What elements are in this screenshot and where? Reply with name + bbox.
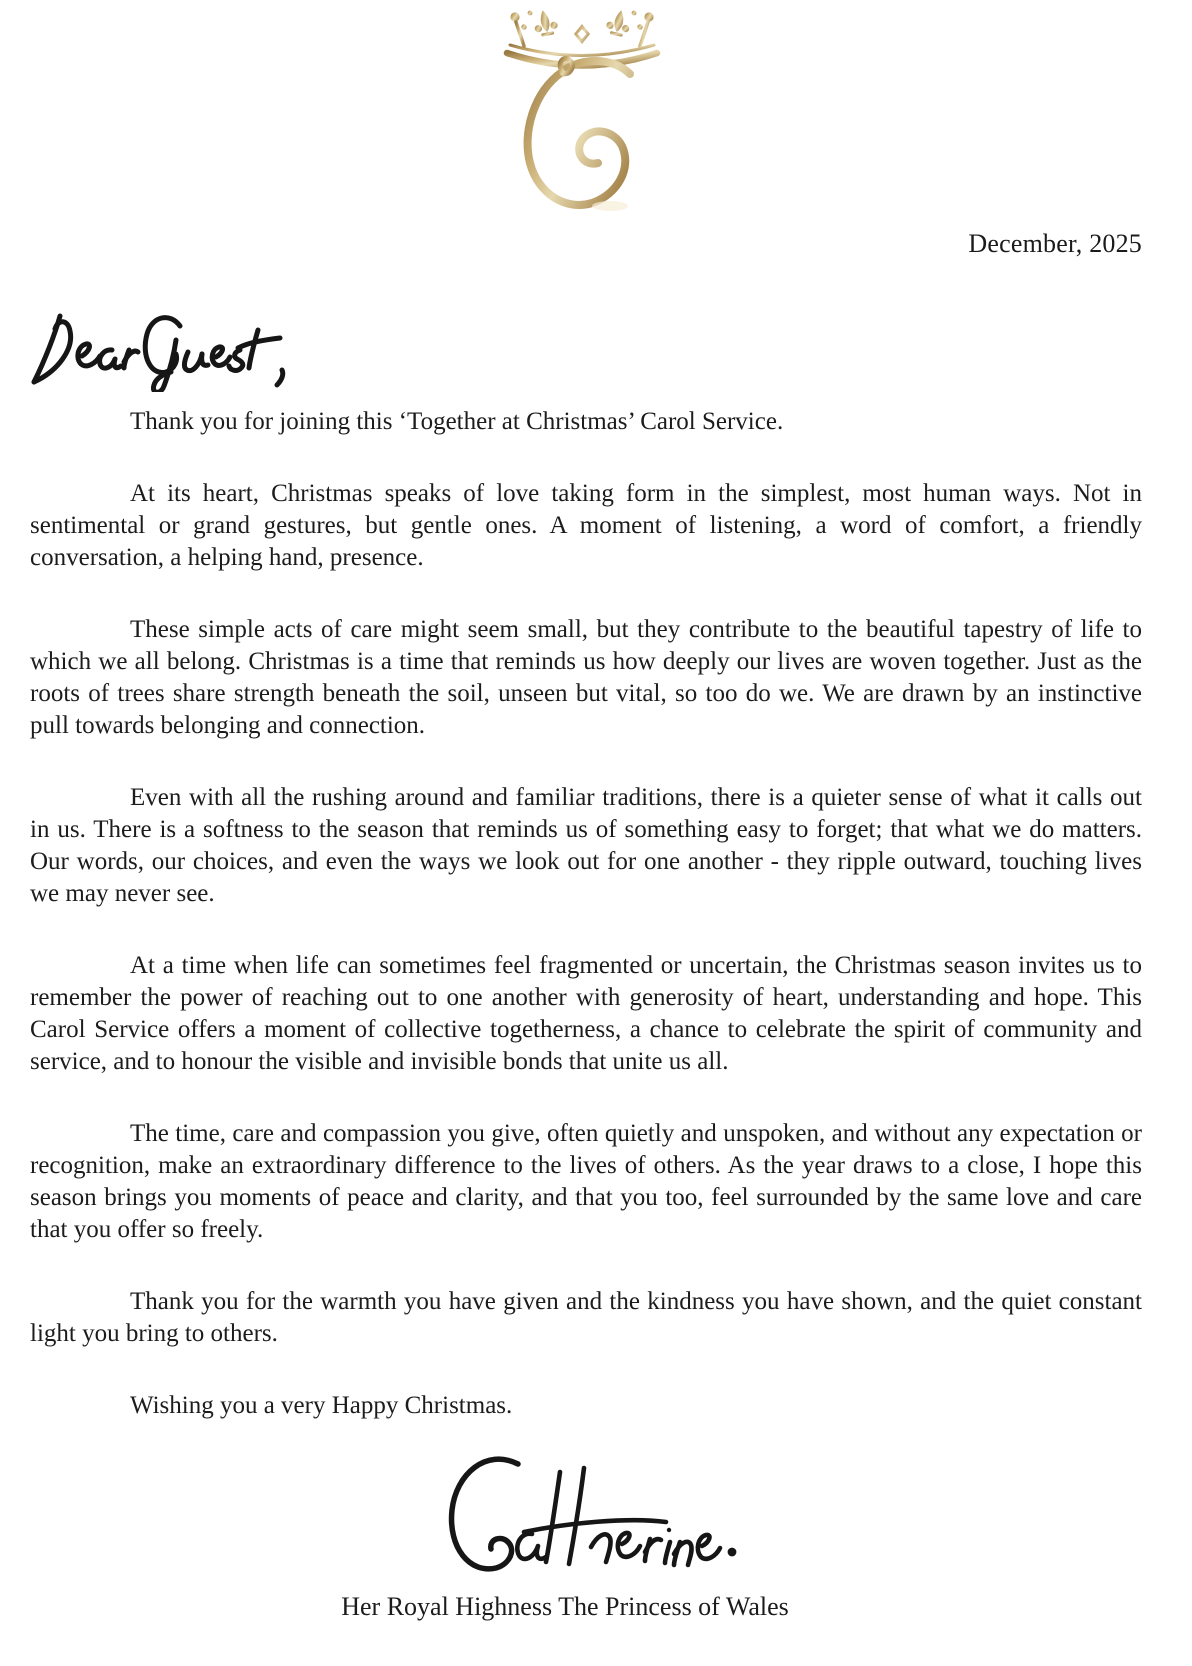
catherine-script <box>428 1448 740 1582</box>
monogram-letter-c <box>528 59 630 205</box>
letter-paragraph: At its heart, Christmas speaks of love taking form in the simplest, most human ways. Not in sentimental or grand gestures, but gentle ones. A moment of listening, a word of comfort, a friendly conversation, a helping hand, presence. <box>30 480 1142 571</box>
letter-paragraph: Thank you for the warmth you have given and the kindness you have shown, and the quiet constant light you bring to others. <box>30 1288 1142 1347</box>
letter-date: December, 2025 <box>968 229 1142 258</box>
signature-handwriting <box>428 1448 740 1582</box>
dear-guest-script <box>28 308 290 392</box>
letter-closing: Wishing you a very Happy Christmas. <box>130 1392 513 1419</box>
letter-paragraph: At a time when life can sometimes feel fragmented or uncertain, the Christmas season invites us to remember the power of reaching out to one another with generosity of heart, understanding and hope. This Carol Service offers a moment of collective togetherness, a chance to celebrate the spirit of community and service, and to honour the visible and invisible bonds that unite us all. <box>30 952 1142 1075</box>
letter-paragraph: Thank you for joining this ‘Together at Christmas’ Carol Service. <box>130 408 784 435</box>
letter-paragraph: These simple acts of care might seem small, but they contribute to the beautiful tapestry of life to which we all belong. Christmas is a time that reminds us how deeply our lives are woven together. Just as the roots of trees share strength beneath the soil, unseen but vital, so too do we. We are drawn by an instinctive pull towards belonging and connection. <box>30 616 1142 739</box>
royal-crown-icon <box>494 0 670 212</box>
letter-paragraph: Even with all the rushing around and familiar traditions, there is a quieter sense of what it calls out in us. There is a softness to the season that reminds us of something easy to forget; that what we do matters. Our words, our choices, and even the ways we look out for one another - they ripple outward, touching lives we may never see. <box>30 784 1142 907</box>
signature-title: Her Royal Highness The Princess of Wales <box>341 1592 789 1621</box>
letter-paragraph: The time, care and compassion you give, often quietly and unspoken, and without any expectation or recognition, make an extraordinary difference to the lives of others. As the year draws to a close, I hope this season brings you moments of peace and clarity, and that you too, feel surrounded by the same love and care that you offer so freely. <box>30 1120 1142 1243</box>
salutation-handwriting <box>28 308 290 392</box>
letter-body <box>30 406 1142 1422</box>
royal-monogram <box>494 0 670 212</box>
